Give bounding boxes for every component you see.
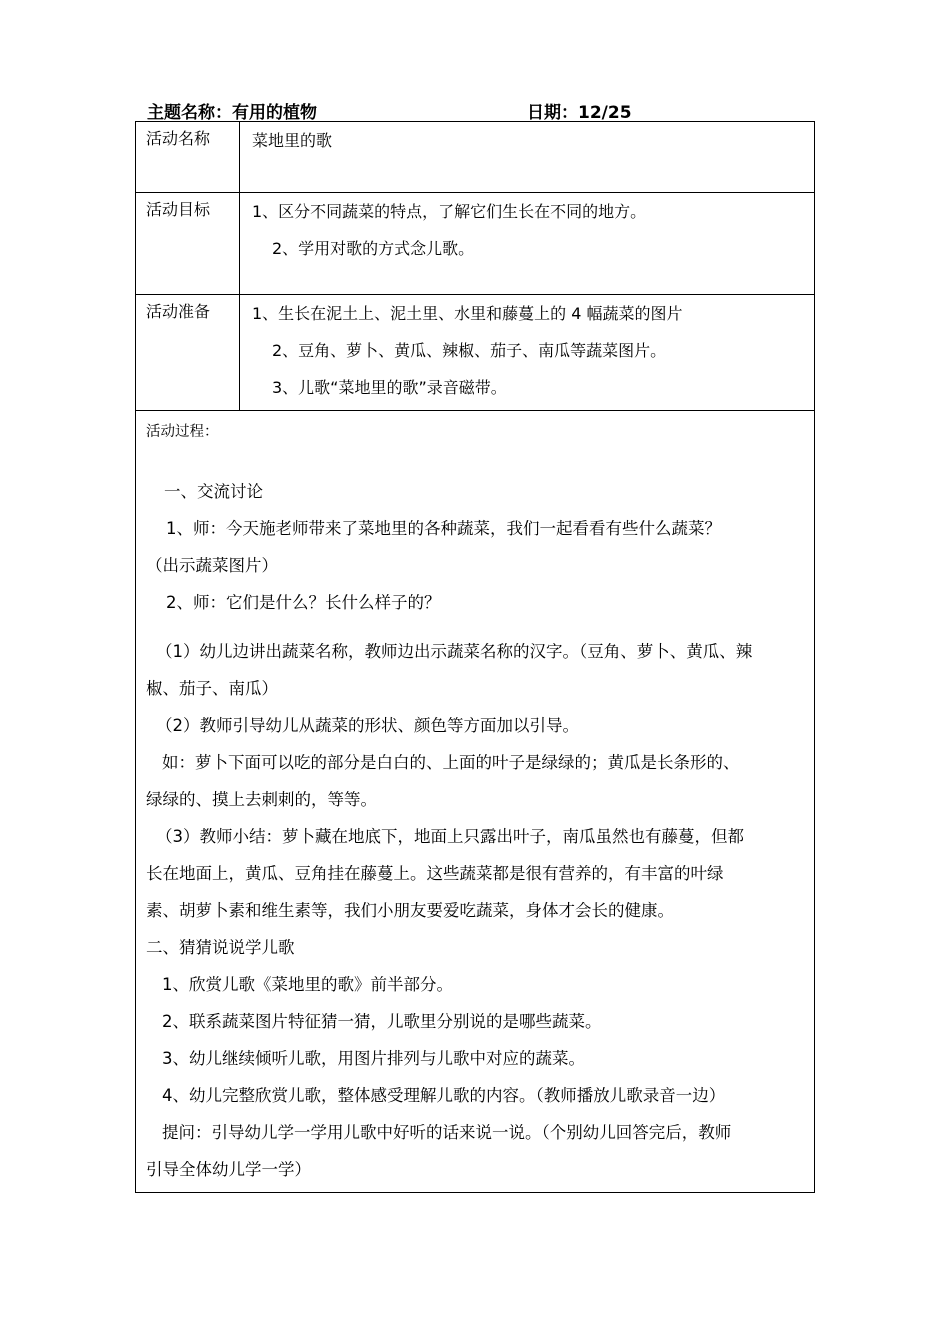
goal-item: 1、区分不同蔬菜的特点，了解它们生长在不同的地方。 xyxy=(252,202,647,221)
activity-name-label: 活动名称 xyxy=(136,122,240,193)
process-line: 二、猜猜说说学儿歌 xyxy=(146,938,295,957)
activity-name-text: 菜地里的歌 xyxy=(252,131,333,150)
process-line: 提问：引导幼儿学一学用儿歌中好听的话来说一说。（个别幼儿回答完后，教师 xyxy=(162,1123,732,1142)
process-line: （3）教师小结：萝卜藏在地底下，地面上只露出叶子，南瓜虽然也有藤蔓，但都 xyxy=(156,827,744,846)
process-line: 4、幼儿完整欣赏儿歌，整体感受理解儿歌的内容。（教师播放儿歌录音一边） xyxy=(162,1086,726,1105)
process-line: 一、交流讨论 xyxy=(164,482,263,501)
process-line: （1）幼儿边讲出蔬菜名称，教师边出示蔬菜名称的汉字。（豆角、萝卜、黄瓜、辣 xyxy=(156,642,753,661)
process-content xyxy=(136,411,815,1193)
activity-prep-label: 活动准备 xyxy=(136,295,240,411)
process-line: 3、幼儿继续倾听儿歌，用图片排列与儿歌中对应的蔬菜。 xyxy=(162,1049,585,1068)
date-label: 日期：12/25 xyxy=(527,103,632,123)
prep-item: 2、豆角、萝卜、黄瓜、辣椒、茄子、南瓜等蔬菜图片。 xyxy=(272,341,667,360)
process-line: 长在地面上，黄瓜、豆角挂在藤蔓上。这些蔬菜都是很有营养的，有丰富的叶绿 xyxy=(146,864,724,883)
activity-goals-label: 活动目标 xyxy=(136,193,240,295)
process-line: 素、胡萝卜素和维生素等，我们小朋友要爱吃蔬菜，身体才会长的健康。 xyxy=(146,901,674,920)
process-line: 1、欣赏儿歌《菜地里的歌》前半部分。 xyxy=(162,975,453,994)
activity-prep-row xyxy=(136,295,815,411)
activity-prep-content xyxy=(240,295,815,411)
process-row xyxy=(136,411,815,1193)
process-line: （2）教师引导幼儿从蔬菜的形状、颜色等方面加以引导。 xyxy=(156,716,579,735)
process-line: 2、师：它们是什么？长什么样子的？ xyxy=(166,593,441,612)
goal-item: 2、学用对歌的方式念儿歌。 xyxy=(272,239,475,258)
process-line: （出示蔬菜图片） xyxy=(146,556,278,575)
activity-name-value xyxy=(240,122,815,193)
process-line: 椒、茄子、南瓜） xyxy=(146,679,278,698)
activity-goals-row xyxy=(136,193,815,295)
lesson-plan-table xyxy=(135,121,815,1193)
activity-goals-content xyxy=(240,193,815,295)
prep-item: 3、儿歌“菜地里的歌”录音磁带。 xyxy=(272,378,507,397)
process-label: 活动过程： xyxy=(146,424,219,440)
prep-item: 1、生长在泥土上、泥土里、水里和藤蔓上的 4 幅蔬菜的图片 xyxy=(252,304,683,323)
process-line: 引导全体幼儿学一学） xyxy=(146,1160,311,1179)
activity-name-row xyxy=(136,122,815,193)
process-line: 1、师：今天施老师带来了菜地里的各种蔬菜，我们一起看看有些什么蔬菜？ xyxy=(166,519,721,538)
process-line: 绿绿的、摸上去刺刺的，等等。 xyxy=(146,790,377,809)
process-line: 如：萝卜下面可以吃的部分是白白的、上面的叶子是绿绿的；黄瓜是长条形的、 xyxy=(162,753,740,772)
theme-title: 主题名称：有用的植物 xyxy=(147,103,317,123)
process-line: 2、联系蔬菜图片特征猜一猜，儿歌里分别说的是哪些蔬菜。 xyxy=(162,1012,602,1031)
